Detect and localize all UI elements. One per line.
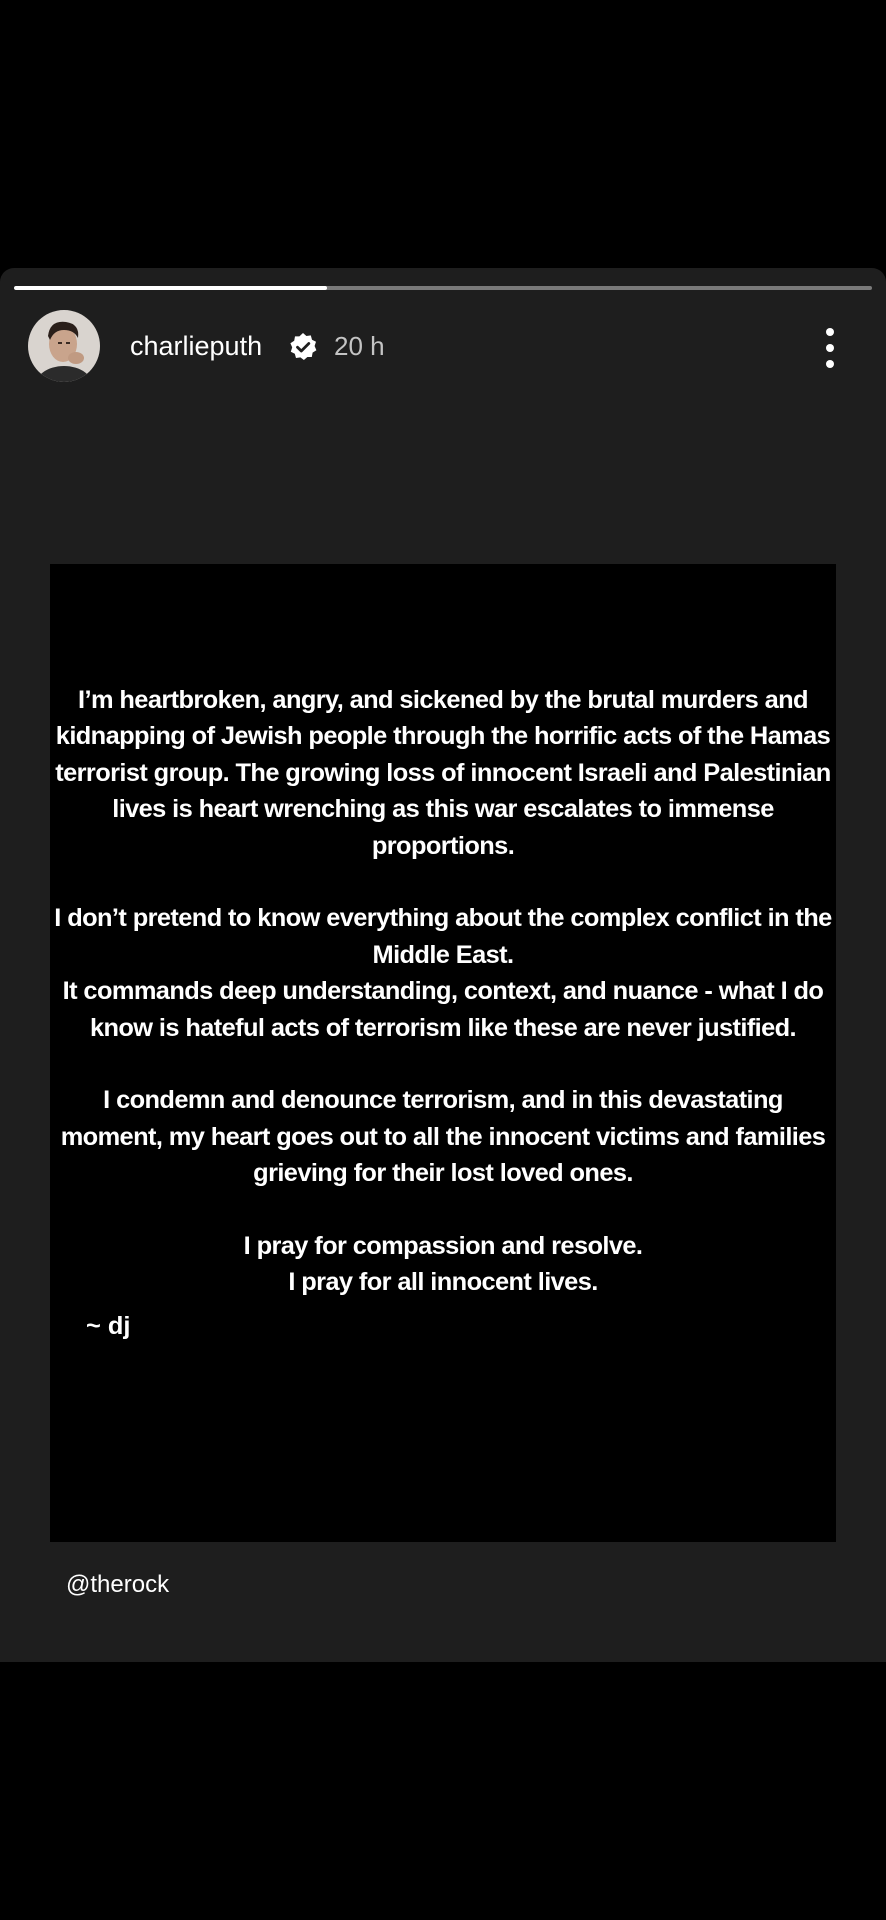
story-header bbox=[0, 310, 886, 394]
avatar-image bbox=[28, 310, 100, 382]
story-progress-fill bbox=[14, 286, 327, 290]
username[interactable]: charlieputh bbox=[130, 331, 263, 361]
statement-paragraph-4: I condemn and denounce terrorism, and in this devastating moment, my heart goes out to all the innocent victims and families grieving for their lost loved ones. bbox=[60, 1086, 826, 1188]
verified-badge-icon bbox=[288, 332, 318, 362]
statement-signature: ~ dj bbox=[86, 1312, 131, 1340]
avatar[interactable] bbox=[28, 310, 100, 382]
statement-paragraph-5: I pray for compassion and resolve. bbox=[243, 1232, 643, 1261]
statement-paragraph-2: I don’t pretend to know everything about the complex conflict in the Middle East. bbox=[54, 904, 832, 969]
story-progress-bar bbox=[14, 286, 872, 290]
statement-paragraph-3: It commands deep understanding, context, and nuance - what I do know is hateful acts of terrorism like these are never justified. bbox=[62, 977, 824, 1042]
more-vertical-icon[interactable] bbox=[818, 326, 842, 370]
statement-text bbox=[50, 682, 836, 1301]
statement-image bbox=[50, 564, 836, 1542]
more-dot bbox=[826, 360, 834, 368]
more-dot bbox=[826, 344, 834, 352]
mention-sticker[interactable]: @therock bbox=[66, 1571, 170, 1598]
story-timestamp: 20 h bbox=[334, 331, 385, 361]
statement-paragraph-1: I’m heartbroken, angry, and sickened by the brutal murders and kidnapping of Jewish people through the horrific acts of the Hamas terrorist group. The growing loss of innocent Israeli and Palestinian lives is heart wrenching as this war escalates to immense proportions. bbox=[55, 686, 831, 860]
story-viewer[interactable] bbox=[0, 268, 886, 1662]
more-dot bbox=[826, 328, 834, 336]
statement-paragraph-6: I pray for all innocent lives. bbox=[288, 1268, 598, 1297]
